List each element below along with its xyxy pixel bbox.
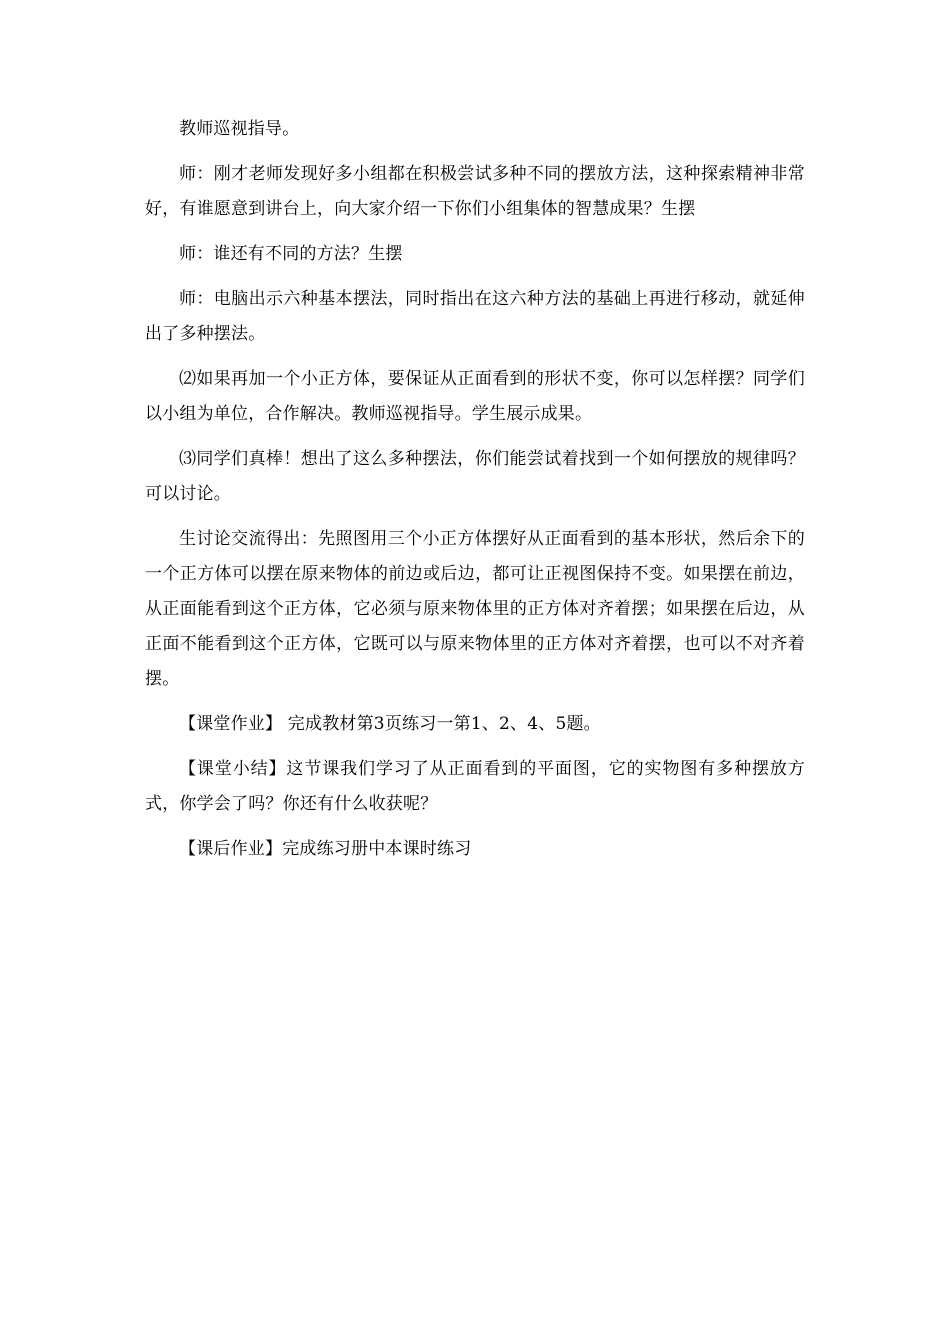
paragraph-teacher-praise: 师：刚才老师发现好多小组都在积极尝试多种不同的摆放方法，这种探索精神非常好，有谁愿意到讲台上，向大家介绍一下你们小组集体的智慧成果？生摆 (145, 164, 805, 219)
paragraph-other-methods: 师：谁还有不同的方法？生摆 (179, 244, 403, 264)
paragraph-step-2: ⑵如果再加一个小正方体，要保证从正面看到的形状不变，你可以怎样摆？同学们以小组为单位，合作解决。教师巡视指导。学生展示成果。 (145, 369, 805, 424)
paragraph-homework: 【课后作业】完成练习册中本课时练习 (179, 839, 472, 859)
paragraph-class-summary: 【课堂小结】这节课我们学习了从正面看到的平面图，它的实物图有多种摆放方式，你学会了吗？你还有什么收获呢？ (145, 759, 805, 814)
paragraph-step-3: ⑶同学们真棒！想出了这么多种摆法，你们能尝试着找到一个如何摆放的规律吗？可以讨论。 (145, 449, 805, 504)
document-body (145, 112, 805, 877)
paragraph-classwork: 【课堂作业】 完成教材第3页练习一第1、2、4、5题。 (179, 714, 601, 734)
paragraph-discussion-conclusion: 生讨论交流得出：先照图用三个小正方体摆好从正面看到的基本形状，然后余下的一个正方体可以摆在原来物体的前边或后边，都可让正视图保持不变。如果摆在前边，从正面能看到这个正方体，它必须与原来物体里的正方体对齐着摆；如果摆在后边，从正面不能看到这个正方体，它既可以与原来物体里的正方体对齐着摆，也可以不对齐着摆。 (145, 529, 805, 689)
paragraph-teacher-guidance: 教师巡视指导。 (179, 119, 300, 139)
paragraph-six-methods: 师：电脑出示六种基本摆法，同时指出在这六种方法的基础上再进行移动，就延伸出了多种摆法。 (145, 289, 805, 344)
